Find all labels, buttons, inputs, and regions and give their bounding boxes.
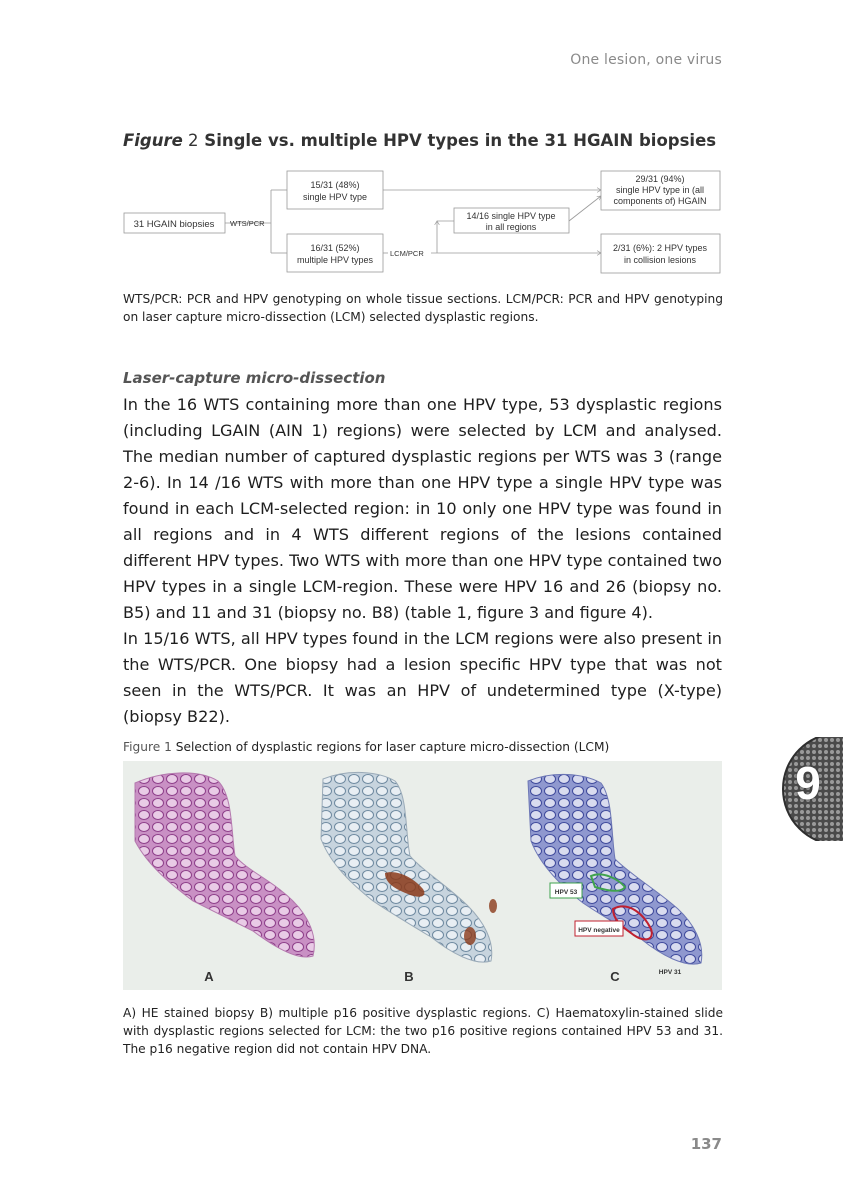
section-heading: Laser-capture micro-dissection: [123, 369, 386, 387]
figure1-label: Figure 1: [123, 740, 172, 754]
figure2-caption: WTS/PCR: PCR and HPV genotyping on whole tissue sections. LCM/PCR: PCR and HPV genotyping on laser capture micro-dissection (LCM) selected dysplastic regions.: [123, 292, 723, 324]
figure1-title-text: Selection of dysplastic regions for laser capture micro-dissection (LCM): [171, 740, 610, 754]
figure2-title: [123, 131, 716, 150]
paragraph-1: In the 16 WTS containing more than one HPV type, 53 dysplastic regions (including LGAIN (AIN 1) regions) were selected by LCM and analysed. The median number of captured dysplastic regions per WTS was 3 (range 2-6). In 14 /16 WTS with more than one HPV type a single HPV type was found in each LCM-selected region: in 10 only one HPV type was found in all regions and in 4 WTS different regions of the lesions contained different HPV types. Two WTS with more than one HPV type contained two HPV types in a single LCM-region. These were HPV 16 and 26 (biopsy no. B5) and 11 and 31 (biopsy no. B8) (table 1, figure 3 and figure 4).: [123, 395, 722, 622]
hpv53-tag: HPV 53: [554, 889, 578, 896]
flow-box-single: [287, 171, 383, 209]
figure1-micrograph: [123, 761, 722, 990]
panel-a-label: A: [204, 969, 214, 984]
figure1-title: [123, 740, 609, 754]
hpv-negative-tag: HPV negative: [578, 927, 620, 934]
flow-box-result-collision-line1: 2/31 (6%): 2 HPV types: [612, 243, 708, 253]
paragraph-2: In 15/16 WTS, all HPV types found in the LCM regions were also present in the WTS/PCR. One biopsy had a lesion specific HPV type that was not seen in the WTS/PCR. It was an HPV of undetermined type (X-type) (biopsy B22).: [123, 629, 722, 726]
lcm-pcr-label: LCM/PCR: [390, 249, 424, 258]
page-number: 137: [690, 1135, 722, 1153]
flow-box-multiple-line2: multiple HPV types: [296, 255, 374, 265]
flow-box-result-single: [601, 171, 720, 210]
panel-c-label: C: [610, 969, 620, 984]
hpv31-tag: HPV 31: [658, 969, 682, 976]
figure2-label: Figure: [123, 131, 183, 150]
flow-box-single-line1: 15/31 (48%): [310, 180, 360, 190]
figure2-number: 2: [182, 131, 199, 150]
flow-box-start: [124, 213, 225, 233]
flow-box-lcm-single-line1: 14/16 single HPV type: [466, 211, 556, 221]
flow-box-result-single-line2: single HPV type in (all: [615, 185, 705, 195]
p16-positive-region: [464, 927, 476, 945]
flow-box-single-line2: single HPV type: [302, 192, 368, 202]
flow-box-start-text: 31 HGAIN biopsies: [133, 219, 215, 230]
flow-box-multiple: [287, 234, 383, 272]
running-head: One lesion, one virus: [570, 52, 722, 68]
flow-box-result-collision-line2: in collision lesions: [623, 255, 697, 265]
body-text: [123, 392, 722, 730]
flow-box-lcm-single-line2: in all regions: [485, 222, 537, 232]
chapter-number: 9: [795, 757, 821, 809]
flow-box-multiple-line1: 16/31 (52%): [310, 243, 360, 253]
p16-positive-region: [489, 899, 497, 913]
wts-pcr-label: WTS/PCR: [230, 219, 265, 228]
flow-box-result-collision: [601, 234, 720, 273]
figure2-flowchart: [118, 165, 728, 280]
flow-box-lcm-single: [454, 208, 569, 233]
figure1-caption: A) HE stained biopsy B) multiple p16 positive dysplastic regions. C) Haematoxylin-stained slide with dysplastic regions selected for LCM: the two p16 positive regions contained HPV 53 and 31. The p16 negative region did not contain HPV DNA.: [123, 1006, 723, 1056]
flow-box-result-single-line1: 29/31 (94%): [635, 174, 685, 184]
panel-b-label: B: [404, 969, 414, 984]
flow-box-result-single-line3: components of) HGAIN: [613, 196, 707, 206]
figure2-title-text: Single vs. multiple HPV types in the 31 HGAIN biopsies: [198, 131, 717, 150]
